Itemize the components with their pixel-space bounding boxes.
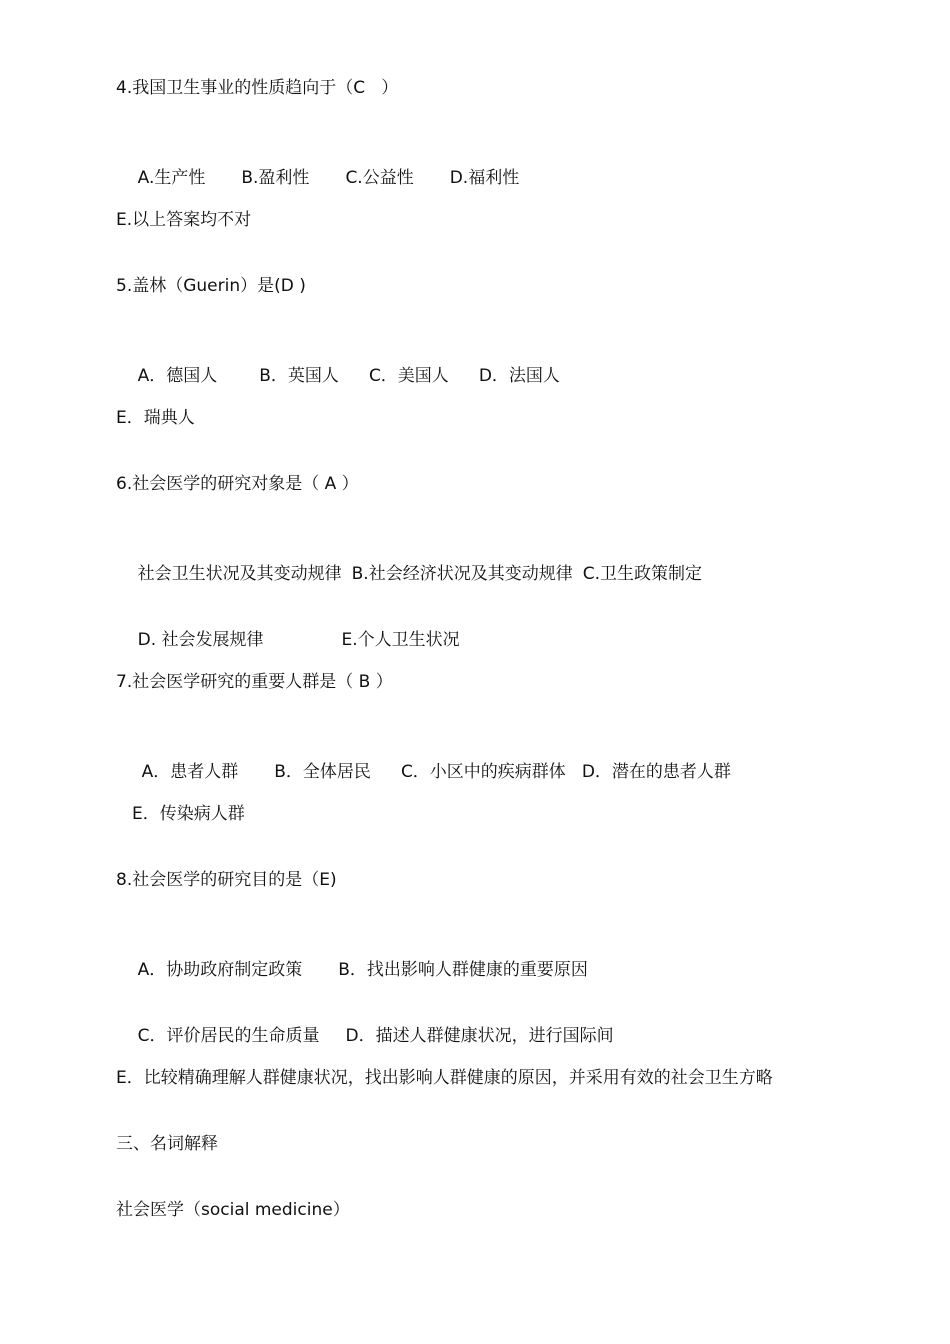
q8-stem: 8.社会医学的研究目的是（E) (116, 870, 337, 890)
q4-stem: 4.我国卫生事业的性质趋向于（C ） (116, 78, 399, 98)
section-3-term: 社会医学（social medicine） (116, 1200, 350, 1220)
q6-option-c: C.卫生政策制定 (582, 564, 702, 584)
q5-option-c: C．美国人 (368, 366, 449, 386)
q8-option-a: A．协助政府制定政策 (137, 960, 303, 980)
q8-option-c: C．评价居民的生命质量 (137, 1026, 320, 1046)
q5-option-b: B．英国人 (259, 366, 339, 386)
q6-options-2 (116, 604, 460, 650)
q5-stem: 5.盖林（Guerin）是(D ) (116, 276, 306, 296)
q4-option-e: E.以上答案均不对 (116, 210, 252, 230)
q4-options (116, 142, 520, 188)
q8-option-e: E．比较精确理解人群健康状况，找出影响人群健康的原因，并采用有效的社会卫生方略 (116, 1068, 773, 1088)
q7-option-b: B．全体居民 (274, 762, 371, 782)
q8-option-b: B．找出影响人群健康的重要原因 (338, 960, 588, 980)
q7-option-d: D．潜在的患者人群 (581, 762, 731, 782)
q7-option-a: A．患者人群 (141, 762, 239, 782)
q5-option-d: D．法国人 (478, 366, 560, 386)
q8-option-d: D．描述人群健康状况，进行国际间 (345, 1026, 614, 1046)
q8-options-2 (116, 1000, 614, 1046)
q7-stem: 7.社会医学研究的重要人群是（ B ） (116, 672, 393, 692)
q6-option-b: B.社会经济状况及其变动规律 (351, 564, 573, 584)
q7-options (120, 736, 731, 782)
q4-option-a: A.生产性 (137, 168, 206, 188)
q4-option-b: B.盈利性 (241, 168, 310, 188)
q4-option-d: D.福利性 (449, 168, 520, 188)
section-3-heading: 三、名词解释 (116, 1134, 218, 1154)
q5-option-e: E．瑞典人 (116, 408, 195, 428)
q6-option-d: D. 社会发展规律 (137, 630, 264, 650)
q6-option-e: E.个人卫生状况 (341, 630, 460, 650)
q8-options-1 (116, 934, 588, 980)
q6-stem: 6.社会医学的研究对象是（ A ） (116, 474, 359, 494)
q5-option-a: A．德国人 (137, 366, 218, 386)
q7-option-e: E．传染病人群 (132, 804, 245, 824)
q5-options (116, 340, 560, 386)
q6-option-a: 社会卫生状况及其变动规律 (137, 564, 342, 584)
q7-option-c: C．小区中的疾病群体 (400, 762, 566, 782)
q6-options (116, 538, 702, 584)
q4-option-c: C.公益性 (345, 168, 414, 188)
